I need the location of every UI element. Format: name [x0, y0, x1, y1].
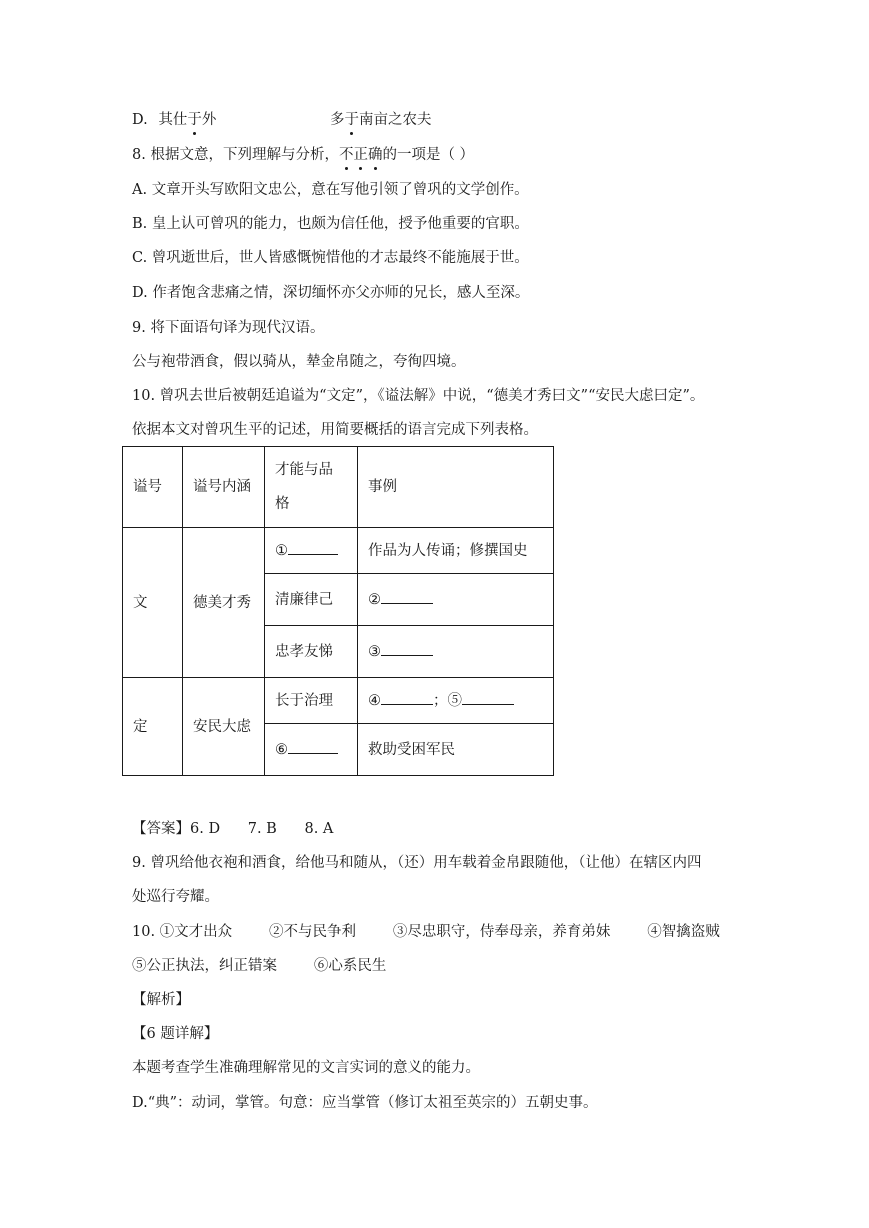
- q8-option-d: D. 作者饱含悲痛之情，深切缅怀亦父亦师的兄长，感人至深。: [132, 285, 530, 301]
- quality-cell: [265, 724, 358, 776]
- title-meaning-cell: 安民大虑: [183, 678, 265, 776]
- fill-blank[interactable]: [462, 690, 514, 705]
- answer-line: [132, 819, 333, 839]
- q10-stem-line2: 依据本文对曾巩生平的记述，用简要概括的语言完成下列表格。: [132, 422, 538, 438]
- fill-blank[interactable]: [381, 589, 433, 604]
- blank-number: ③: [368, 643, 381, 660]
- quality-cell: 忠孝友悌: [265, 626, 358, 678]
- example-cell: [358, 678, 554, 724]
- option-label: D.: [132, 112, 148, 128]
- q8-stem: [132, 145, 474, 165]
- emphasis-dot-char: 于: [187, 112, 202, 128]
- q6-analysis-d: D.“典”：动词，掌管。句意：应当掌管（修订太祖至英宗的）五朝史事。: [132, 1095, 598, 1111]
- q6-analysis-text: 本题考查学生准确理解常见的文言实词的意义的能力。: [132, 1060, 480, 1076]
- emphasis-dot-char: 不: [338, 147, 354, 163]
- fill-blank[interactable]: [288, 739, 338, 754]
- q9-stem: 9. 将下面语句译为现代汉语。: [132, 320, 325, 336]
- title-meaning-cell: 德美才秀: [183, 528, 265, 678]
- option-d-right: [330, 110, 432, 130]
- header-cell-line: 才能与品: [275, 462, 333, 478]
- example-cell: 救助受困军民: [358, 724, 554, 776]
- text-fragment: 南亩之农夫: [359, 112, 432, 128]
- q10-answer-line2: ⑤公正执法，纠正错案 ⑥心系民生: [132, 958, 387, 974]
- posthumous-title-cell: 文: [123, 528, 183, 678]
- blank-number: ①: [275, 542, 288, 559]
- header-cell: 事例: [358, 447, 554, 528]
- answer-label: 【答案】: [132, 821, 190, 837]
- example-cell: 作品为人传诵；修撰国史: [358, 528, 554, 574]
- q10-stem-line1: 10. 曾巩去世后被朝廷追谥为“文定”，《谥法解》中说，“德美才秀曰文”“安民大虑曰定”。: [132, 388, 705, 404]
- q6-detail-label: 【6 题详解】: [132, 1026, 219, 1042]
- fill-blank[interactable]: [288, 540, 338, 555]
- blank-number: ⑥: [275, 741, 288, 758]
- quality-cell: 清廉律己: [265, 574, 358, 626]
- blank-number: ④: [368, 692, 381, 709]
- example-cell: [358, 626, 554, 678]
- option-d-left: [158, 112, 216, 128]
- quality-cell: 长于治理: [265, 678, 358, 724]
- text-fragment: 外: [201, 112, 217, 128]
- posthumous-title-table: [122, 446, 554, 776]
- q9-answer-line2: 处巡行夸耀。: [132, 889, 219, 905]
- q7-option-d: [132, 110, 432, 130]
- text-fragment: 8. 根据文意，下列理解与分析，: [132, 147, 339, 163]
- text-fragment: 多: [330, 112, 345, 128]
- q9-sentence: 公与袍带酒食，假以骑从，辇金帛随之，夸徇四境。: [132, 354, 466, 370]
- blank-number: ；⑤: [433, 692, 462, 709]
- emphasis-dot-char: 正: [353, 147, 368, 163]
- quality-cell: [265, 528, 358, 574]
- fill-blank[interactable]: [381, 690, 433, 705]
- emphasis-dot-char: 于: [344, 112, 359, 128]
- table-row: [123, 678, 554, 724]
- q8-option-c: C. 曾巩逝世后，世人皆感慨惋惜他的才志最终不能施展于世。: [132, 250, 529, 266]
- mc-answers: 6. D 7. B 8. A: [190, 821, 334, 837]
- text-fragment: 的一项是（ ）: [382, 147, 475, 163]
- header-cell-line: 格: [275, 496, 290, 512]
- emphasis-dot-char: 确: [367, 147, 383, 163]
- header-cell: 谥号: [123, 447, 183, 528]
- fill-blank[interactable]: [381, 641, 433, 656]
- q8-option-b: B. 皇上认可曾巩的能力，也颇为信任他，授予他重要的官职。: [132, 216, 529, 232]
- posthumous-title-cell: 定: [123, 678, 183, 776]
- blank-number: ②: [368, 591, 381, 608]
- header-cell: [265, 447, 358, 528]
- text-fragment: 其仕: [158, 112, 188, 128]
- example-cell: [358, 574, 554, 626]
- header-cell: 谥号内涵: [183, 447, 265, 528]
- q9-answer-line1: 9. 曾巩给他衣袍和酒食，给他马和随从，（还）用车载着金帛跟随他，（让他）在辖区内四: [132, 855, 702, 871]
- q8-option-a: A. 文章开头写欧阳文忠公，意在写他引领了曾巩的文学创作。: [132, 182, 529, 198]
- table-header-row: [123, 447, 554, 528]
- table-row: [123, 528, 554, 574]
- q10-answer-line1: 10. ①文才出众 ②不与民争利 ③尽忠职守，侍奉母亲，养育弟妹 ④智擒盗贼: [132, 924, 720, 940]
- analysis-label: 【解析】: [132, 992, 190, 1008]
